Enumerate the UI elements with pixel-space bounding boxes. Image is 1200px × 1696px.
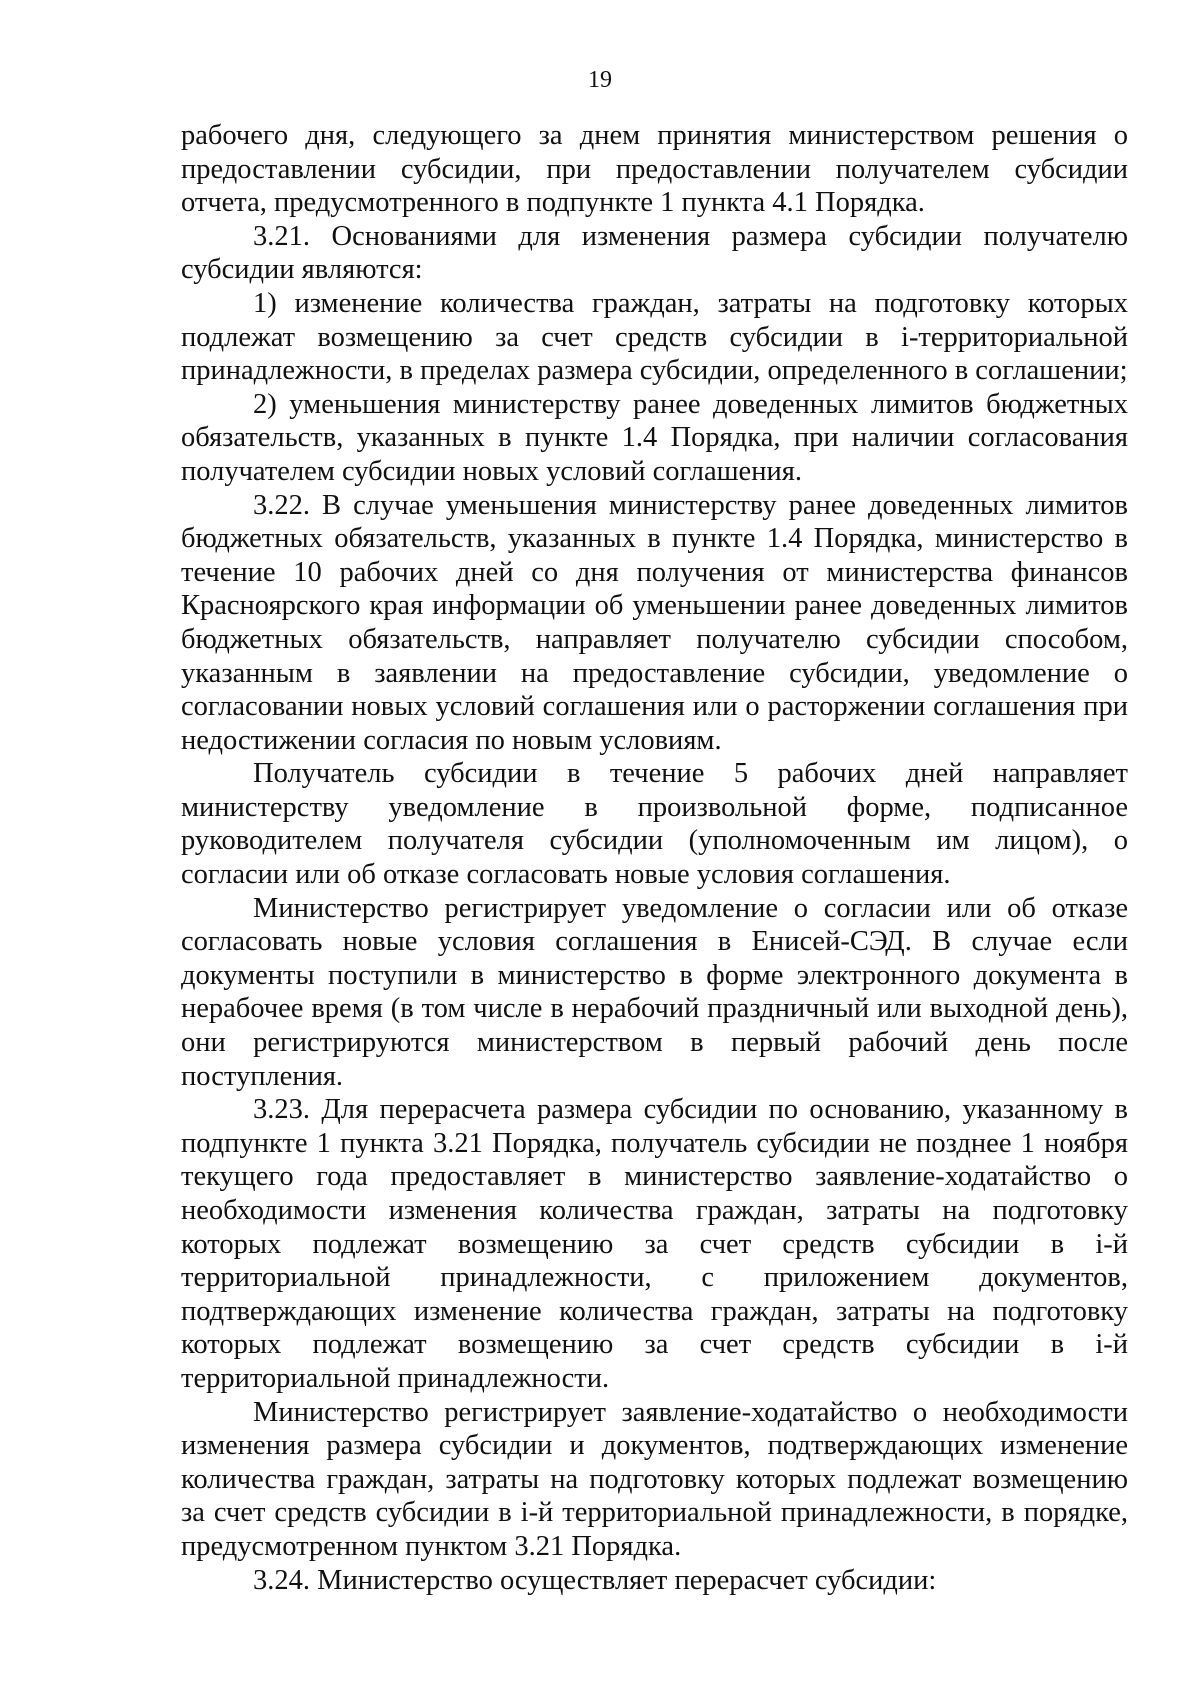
paragraph-3-23: 3.23. Для перерасчета размера субсидии по основанию, указанному в подпункте 1 пункта 3.21 Порядка, получатель субсидии не позднее 1 ноября текущего года предоставляет в министерство заявление-ходатайство о необходимости изменения количества граждан, затраты на подготовку которых подлежат возмещению за счет средств субсидии в i-й территориальной принадлежности, с приложением документов, подтверждающих изменение количества граждан, затраты на подготовку которых подлежат возмещению за счет средств субсидии в i-й территориальной принадлежности. xyxy=(181,1094,1128,1394)
paragraph-3-24: 3.24. Министерство осуществляет перерасчет субсидии: xyxy=(253,1564,937,1596)
paragraph-3-22: 3.22. В случае уменьшения министерству ранее доведенных лимитов бюджетных обязательств, указанных в пункте 1.4 Порядка, министерство в течение 10 рабочих дней со дня получения от министерства финансов Красноярского края информации об уменьшении ранее доведенных лимитов бюджетных обязательств, направляет получателю субсидии способом, указанным в заявлении на предоставление субсидии, уведомление о согласовании новых условий соглашения или о расторжении соглашения при недостижении согласия по новым условиям. xyxy=(181,489,1128,756)
page-number: 19 xyxy=(588,67,612,93)
paragraph-3-21-item-1: 1) изменение количества граждан, затраты на подготовку которых подлежат возмещению за счет средств субсидии в i-территориальной принадлежности, в пределах размера субсидии, определенного в соглашении; xyxy=(181,287,1128,387)
paragraph-registration: Министерство регистрирует уведомление о согласии или об отказе согласовать новые условия соглашения в Енисей-СЭД. В случае если документы поступили в министерство в форме электронного документа в нерабочее время (в том числе в нерабочий праздничный или выходной день), они регистрируются министерством в первый рабочий день после поступления. xyxy=(181,892,1128,1092)
paragraph-recipient-notice: Получатель субсидии в течение 5 рабочих дней направляет министерству уведомление в произвольной форме, подписанное руководителем получателя субсидии (уполномоченным им лицом), о согласии или об отказе согласовать новые условия соглашения. xyxy=(181,758,1128,891)
document-body xyxy=(181,119,1128,1597)
paragraph-petition-registration: Министерство регистрирует заявление-ходатайство о необходимости изменения размера субсидии и документов, подтверждающих изменение количества граждан, затраты на подготовку которых подлежат возмещению за счет средств субсидии в i-й территориальной принадлежности, в порядке, предусмотренном пунктом 3.21 Порядка. xyxy=(181,1396,1128,1562)
paragraph-continuation: рабочего дня, следующего за днем принятия министерством решения о предоставлении субсидии, при предоставлении получателем субсидии отчета, предусмотренного в подпункте 1 пункта 4.1 Порядка. xyxy=(181,120,1128,219)
paragraph-3-21-item-2: 2) уменьшения министерству ранее доведенных лимитов бюджетных обязательств, указанных в пункте 1.4 Порядка, при наличии согласования получателем субсидии новых условий соглашения. xyxy=(181,388,1128,487)
paragraph-3-21: 3.21. Основаниями для изменения размера субсидии получателю субсидии являются: xyxy=(181,220,1128,286)
